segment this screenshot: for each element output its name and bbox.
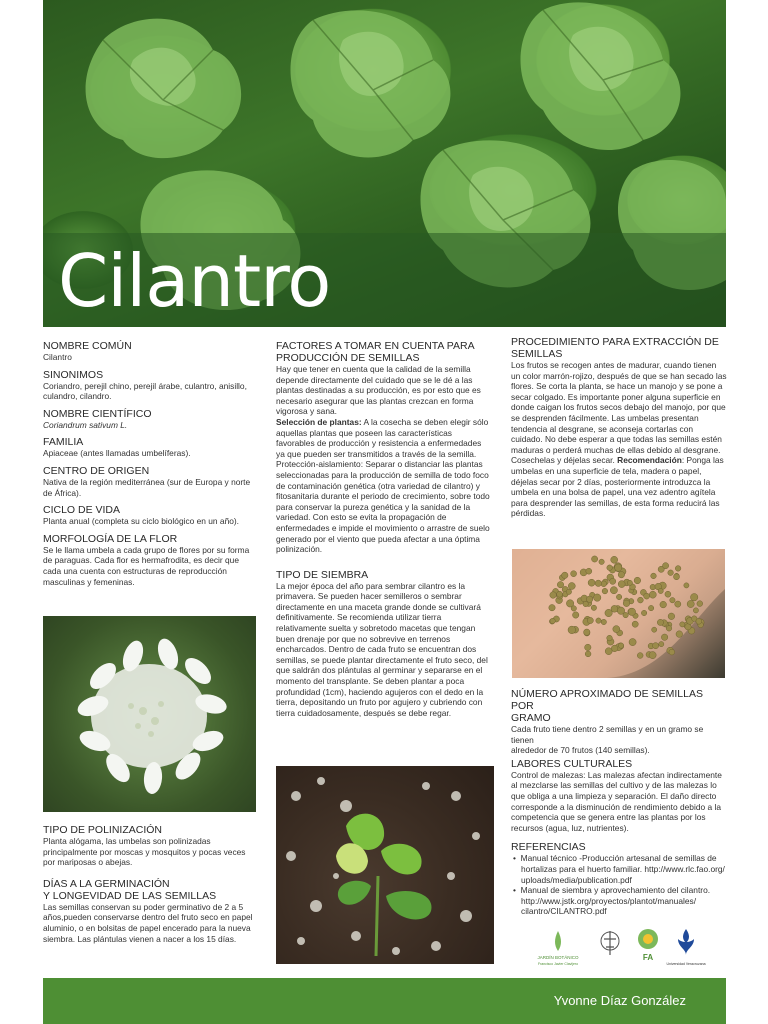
seed-dot	[659, 642, 664, 647]
seed-dot	[691, 594, 698, 601]
label-recomendacion: Recomendación	[617, 455, 682, 466]
seed-dot	[613, 626, 620, 633]
seed-dot	[586, 596, 592, 602]
umbel-flower-image	[43, 616, 256, 812]
text-familia: Apiaceae (antes llamadas umbelíferas).	[43, 448, 191, 459]
reference-text-1: Manual técnico -Producción artesanal de semillas de hortalizas para el huerto familiar. http://www.rlc.fao.org/ uploads/media/publication.pdf	[520, 853, 725, 885]
heading-gramo: GRAMO	[511, 712, 551, 724]
seed-dot	[657, 619, 663, 625]
seed-dot	[674, 574, 680, 580]
seed-dot	[591, 605, 596, 610]
seed-dot	[675, 601, 681, 607]
text-ciclo-vida: Planta anual (completa su ciclo biológico en un año).	[43, 516, 240, 527]
seed-dot	[586, 568, 592, 574]
seed-dot	[658, 588, 663, 593]
fa-logo-text: FA	[642, 953, 654, 962]
heading-numero: NÚMERO APROXIMADO DE SEMILLAS POR	[511, 688, 703, 712]
heading-germinacion: DÍAS A LA GERMINACIÓN	[43, 877, 170, 890]
seed-dot	[669, 649, 675, 655]
seed-dot	[568, 583, 575, 590]
seed-dot	[588, 579, 595, 586]
seed-dot	[687, 600, 694, 607]
seed-dot	[632, 621, 638, 627]
seed-dot	[617, 607, 624, 614]
seed-dot	[601, 619, 606, 624]
coriander-seeds-image	[512, 549, 725, 678]
seed-dot	[644, 593, 650, 599]
fa-logo	[638, 929, 658, 962]
text-polinizacion: Planta alógama, las umbelas son polinizadas principalmente por moscas y mosquitos y pocas veces por mariposas o abejas.	[43, 836, 246, 868]
text-nombre-cientifico: Coriandrum sativum L.	[43, 419, 128, 430]
seedling-image	[276, 766, 494, 964]
seed-dot	[618, 572, 624, 578]
text-procedimiento-a: Los frutos se recogen antes de madurar, cuando tienen un color marrón-rojizo, después de que se han secado las flores. Se corta la planta, se hace un manojo y se pone a secar colgado. Es importante poner alguna superficie en donde caigan los frutos secos debajo del manojo, por que se desprenden fácilmente. Las umbelas presentan tendencia al desgrane, se aconseja cortarlas con cuidado. No debe esperar a que todas las semillas estén maduras o perderá muchas de ellas debido al desgrane. Cosechelas y déjelas secar.	[511, 360, 727, 466]
seed-dot	[607, 635, 613, 641]
heading-produccion: PRODUCCIÓN DE SEMILLAS	[276, 352, 420, 364]
seed-dot	[618, 581, 625, 588]
text-procedimiento	[511, 360, 727, 519]
seed-dot	[638, 597, 644, 603]
jardin-logo-subtext: Francisco Javier Clavijero	[537, 962, 579, 966]
footer-bar	[43, 978, 726, 1024]
heading-polinizacion: TIPO DE POLINIZACIÓN	[43, 824, 163, 836]
column-middle	[276, 340, 492, 718]
heading-nombre-comun: NOMBRE COMÚN	[43, 340, 132, 352]
text-labores: Control de malezas: Las malezas afectan indirectamente al mezclarse las semillas del cultivo y de las malezas lo que obliga a una limpieza y separación. El daño directo corresponde a la disminución de rendimiento debido a la competencia que se genera entre las plantas por los recursos (agua, luz, nutrientes).	[511, 769, 722, 833]
text-seleccion: A la cosecha se deben elegir sólo aquellas plantas que poseen las características favorables de producción y resistencia a enfermedades ya que pueden ser transmitidos a través de la semilla.	[276, 416, 489, 459]
seed-dot	[675, 566, 681, 572]
heading-siembra: TIPO DE SIEMBRA	[276, 568, 369, 581]
seed-dot	[668, 613, 675, 620]
seed-dot	[629, 639, 636, 646]
seed-dot	[610, 587, 617, 594]
text-centro-origen: Nativa de la región mediterránea (sur de Europa y norte de África).	[43, 476, 251, 498]
uv-logo-text: Universidad Veracruzana	[666, 962, 706, 966]
text-factores-p1: Hay que tener en cuenta que la calidad de la semilla depende directamente del cuidado que se le dé a las plantas destinadas a su producción, es por esto que es necesario asegurar que las plantas crezcan en forma vigorosa y sana.	[276, 364, 481, 417]
seed-dot	[571, 571, 577, 577]
seed-dot	[611, 605, 618, 612]
flower-photo	[43, 616, 256, 812]
seed-dot	[618, 643, 623, 648]
sponsor-logos	[536, 925, 726, 970]
seed-dot	[665, 591, 671, 597]
heading-factores: FACTORES A TOMAR EN CUENTA PARA	[276, 340, 475, 352]
text-nombre-comun: Cilantro	[43, 352, 72, 362]
seed-dot	[550, 592, 557, 599]
seed-dot	[549, 605, 555, 611]
seed-dot	[637, 653, 643, 659]
seed-dot	[623, 600, 630, 607]
column-left-lower	[43, 824, 255, 944]
seed-dot	[663, 563, 669, 569]
heading-procedimiento: PROCEDIMIENTO PARA EXTRACCIÓN DE	[511, 336, 719, 348]
seed-dot	[641, 610, 646, 615]
heading-centro-origen: CENTRO DE ORIGEN	[43, 464, 150, 477]
seed-dot	[592, 556, 598, 562]
seed-dot	[602, 588, 608, 594]
seed-dot	[697, 601, 703, 607]
seed-dot	[587, 617, 593, 623]
column-right	[511, 336, 727, 519]
seed-dot	[627, 580, 632, 585]
seed-dot	[571, 606, 576, 611]
seed-dot	[605, 648, 612, 655]
column-right-lower	[511, 688, 727, 917]
logos-image	[536, 925, 726, 970]
label-seleccion: Selección de plantas:	[276, 416, 362, 427]
seed-dot	[696, 618, 702, 624]
text-germinacion: Las semillas conservan su poder germinativo de 2 a 5 años,pueden conservarse dentro del fruto seco en papel aluminio, o en bolsitas de papel encerado para la nueva siembra. Las plántulas vienen a nacer a los 15 días.	[43, 901, 253, 944]
seedling-photo	[276, 766, 494, 964]
plant-emblem-logo	[601, 931, 619, 955]
seed-dot	[557, 591, 563, 597]
reference-item-2: • Manual de siembra y aprovechamiento del cilantro. http://www.jstk.org/proyectos/plantot/manuales/ cilantro/CILANTRO.pdf	[513, 885, 711, 917]
heading-referencias: REFERENCIAS	[511, 841, 586, 854]
heading-ciclo-vida: CICLO DE VIDA	[43, 504, 121, 517]
seed-dot	[670, 598, 675, 603]
seeds-photo	[512, 549, 725, 678]
seed-dot	[594, 594, 601, 601]
text-sinonimos: Coriandro, perejil chino, perejil árabe, culantro, anisillo, culandro, cilandro.	[43, 380, 247, 402]
seed-dot	[648, 605, 653, 610]
author-name: Yvonne Díaz González	[553, 993, 686, 1008]
text-siembra: La mejor época del año para sembrar cilantro es la primavera. Se pueden hacer semilleros o sembrar directamente en una maceta grande donde se cultivará definitivamente. Se recomienda utilizar tierra relativamente suelta y sobretodo macetas que tengan buen drenaje por que no sobrevive en terrenos encharcados. Dentro de cada fruto se encuentran dos semillas, se puede plantar directamente el fruto seco, del que saldrán dos plántulas al germinar y separarse en el momento del transplante. Se deben plantar a poca profundidad (1cm), haciendo agujeros con el dedo en la tierra, depositando un fruto por agujero y cubriendo con tierra cuidadosamente, después se debe regar.	[276, 580, 488, 718]
seed-dot	[562, 572, 568, 578]
seed-dot	[615, 564, 622, 571]
text-numero-2: alrededor de 70 frutos (140 semillas).	[511, 745, 650, 756]
seed-dot	[573, 612, 579, 618]
heading-nombre-cientifico: NOMBRE CIENTÍFICO	[43, 407, 152, 420]
seed-dot	[661, 634, 667, 640]
seed-dot	[660, 601, 667, 608]
column-left	[43, 340, 255, 587]
text-morfologia: Se le llama umbela a cada grupo de flores por su forma de paraguas. Cada flor es hermafrodita, es decir que cada una cuenta con estructuras de reproducción masculinas y femeninas.	[43, 544, 250, 587]
seed-dot	[585, 651, 591, 657]
seed-dot	[583, 601, 588, 606]
jardin-botanico-logo	[537, 931, 579, 966]
seed-dot	[651, 573, 657, 579]
seed-dot	[693, 608, 698, 613]
seed-dot	[568, 626, 576, 634]
seed-dot	[634, 577, 641, 584]
heading-labores: LABORES CULTURALES	[511, 757, 633, 770]
heading-semillas: SEMILLAS	[511, 348, 563, 360]
seed-dot	[649, 591, 656, 598]
heading-longevidad: Y LONGEVIDAD DE LAS SEMILLAS	[43, 889, 217, 902]
seed-dot	[585, 644, 591, 650]
text-procedimiento-b: : Ponga las umbelas en una superficie de tela, madera o papel, déjelas secar por 2 días, posteriormente introduzca la umbela en una bolsa de papel, una vez adentro agítela para desprender las semillas, de esta forma reducirá las pérdidas.	[511, 455, 724, 519]
seed-dot	[607, 565, 613, 571]
seed-dot	[666, 626, 672, 632]
text-factores-p2	[276, 417, 492, 459]
jardin-logo-text: JARDÍN BOTÁNICO	[537, 955, 579, 960]
heading-familia: FAMILIA	[43, 436, 84, 449]
seed-dot	[584, 629, 590, 635]
hero-photo	[43, 0, 726, 327]
text-factores-p3: Protección-aislamiento: Separar o distanciar las plantas seleccionadas para la producción de semilla de todo foco de contaminación genética (otra variedad de cilantro) y fitosanitaria durante el periodo de crecimiento, sobre todo para conservar la pureza genética y la sanidad de la variedad. Con esto se evita la propagación de enfermedades e impide el movimiento o arrastre de suelo generado por el viento que pueda afectar a una óptima polinización.	[276, 459, 490, 555]
reference-item-1: • Manual técnico -Producción artesanal de semillas de hortalizas para el huerto familiar. http://www.rlc.fao.org/ uploads/media/publication.pdf	[513, 853, 725, 885]
seed-dot	[595, 580, 601, 586]
seed-dot	[610, 578, 616, 584]
seed-dot	[611, 556, 618, 563]
seed-dot	[599, 559, 604, 564]
seed-dot	[616, 594, 621, 599]
text-numero: Cada fruto tiene dentro 2 semillas y en un gramo se tienen	[511, 724, 704, 745]
heading-sinonimos: SINONIMOS	[43, 368, 104, 381]
seed-dot	[653, 643, 659, 649]
seed-dot	[550, 618, 555, 623]
seed-dot	[649, 652, 656, 659]
seed-dot	[668, 570, 674, 576]
seed-dot	[676, 631, 683, 638]
seed-dot	[680, 622, 685, 627]
heading-morfologia: MORFOLOGÍA DE LA FLOR	[43, 532, 178, 545]
seed-dot	[628, 608, 635, 615]
seed-dot	[684, 583, 689, 588]
page-title: Cilantro	[58, 239, 331, 323]
uv-logo	[666, 929, 705, 966]
seed-dot	[557, 582, 563, 588]
seed-dot	[596, 618, 601, 623]
seed-dot	[652, 627, 657, 632]
reference-text-2: Manual de siembra y aprovechamiento del cilantro. http://www.jstk.org/proyectos/plantot/manuales/ cilantro/CILANTRO.pdf	[520, 885, 711, 917]
seed-dot	[566, 589, 571, 594]
